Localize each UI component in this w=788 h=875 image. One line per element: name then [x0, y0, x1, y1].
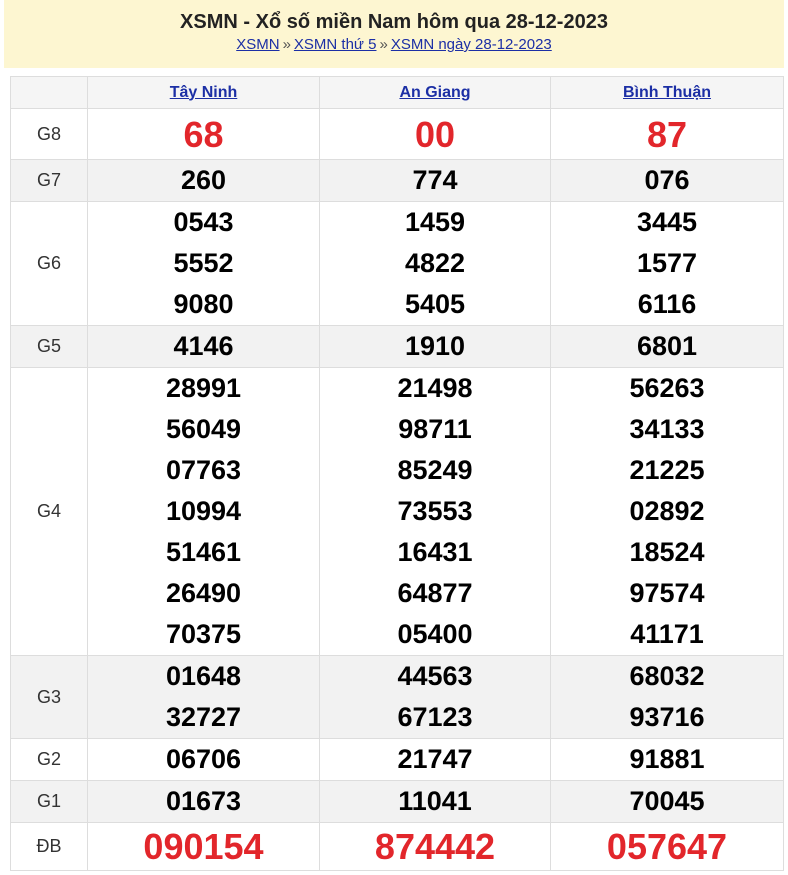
- prize-cell: [320, 368, 551, 656]
- lottery-number: 260: [180, 165, 227, 195]
- prize-cell: [551, 823, 784, 871]
- lottery-number: 05400: [397, 619, 473, 649]
- results-table: [10, 76, 784, 871]
- province-header: [88, 77, 320, 109]
- lottery-number: 34133: [629, 414, 705, 444]
- prize-cell: [551, 781, 784, 823]
- prize-row-db: [11, 823, 784, 871]
- prize-row-g3: [11, 656, 784, 739]
- lottery-number: 6801: [636, 331, 698, 361]
- lottery-number: 93716: [629, 702, 705, 732]
- lottery-number: 28991: [165, 373, 242, 403]
- lottery-number: 70375: [165, 619, 242, 649]
- lottery-number: 076: [644, 165, 690, 195]
- prize-cell: [88, 368, 320, 656]
- lottery-number: 06706: [165, 744, 242, 774]
- lottery-number: 70045: [629, 786, 705, 816]
- prize-cell: [320, 823, 551, 871]
- breadcrumb-weekday-link[interactable]: XSMN thứ 5: [293, 36, 377, 53]
- lottery-number: 26490: [165, 578, 242, 608]
- prize-rows: [11, 109, 784, 871]
- lottery-number: 5552: [173, 248, 234, 278]
- lottery-number: 68032: [629, 661, 705, 691]
- prize-row-g8: [11, 109, 784, 160]
- prize-label: G8: [11, 109, 88, 160]
- lottery-number: 10994: [165, 496, 242, 526]
- lottery-number: 090154: [143, 826, 264, 867]
- prize-cell: [320, 781, 551, 823]
- prize-cell: [320, 326, 551, 368]
- prize-row-g1: [11, 781, 784, 823]
- prize-cell: [320, 202, 551, 326]
- prize-cell: [88, 781, 320, 823]
- province-header: [551, 77, 784, 109]
- breadcrumb: [4, 36, 784, 54]
- prize-label: G7: [11, 160, 88, 202]
- prize-cell: [551, 739, 784, 781]
- lottery-number: 73553: [397, 496, 473, 526]
- lottery-number: 1577: [636, 248, 698, 278]
- lottery-number: 21747: [397, 744, 473, 774]
- lottery-number: 6116: [637, 289, 697, 319]
- prize-label: G6: [11, 202, 88, 326]
- prize-cell: [88, 160, 320, 202]
- prize-cell: [320, 160, 551, 202]
- prize-label: G1: [11, 781, 88, 823]
- lottery-number: 91881: [629, 744, 705, 774]
- prize-cell: [551, 656, 784, 739]
- breadcrumb-separator: »: [379, 36, 388, 53]
- prize-cell: [551, 326, 784, 368]
- prize-cell: [88, 656, 320, 739]
- prize-cell: [320, 739, 551, 781]
- lottery-number: 68: [183, 113, 224, 155]
- prize-column-header: [11, 77, 88, 109]
- lottery-number: 85249: [397, 455, 473, 485]
- lottery-number: 02892: [629, 496, 705, 526]
- lottery-number: 32727: [165, 702, 242, 732]
- prize-row-g6: [11, 202, 784, 326]
- lottery-number: 56049: [165, 414, 242, 444]
- breadcrumb-date-link[interactable]: XSMN ngày 28-12-2023: [390, 36, 552, 53]
- lottery-number: 21498: [397, 373, 473, 403]
- lottery-number: 01673: [165, 786, 242, 816]
- lottery-number: 057647: [606, 826, 728, 867]
- lottery-number: 56263: [629, 373, 705, 403]
- page-title: XSMN - Xổ số miền Nam hôm qua 28-12-2023: [180, 11, 608, 33]
- province-header-row: [11, 77, 784, 109]
- prize-cell: [551, 202, 784, 326]
- prize-label: ĐB: [11, 823, 88, 871]
- lottery-number: 0543: [173, 207, 234, 237]
- prize-row-g2: [11, 739, 784, 781]
- province-link-binh-thuan[interactable]: Bình Thuận: [623, 83, 711, 101]
- prize-label: G4: [11, 368, 88, 656]
- lottery-number: 07763: [165, 455, 242, 485]
- lottery-number: 4822: [404, 248, 466, 278]
- lottery-number: 874442: [374, 826, 496, 867]
- prize-cell: [551, 109, 784, 160]
- lottery-number: 4146: [173, 331, 234, 361]
- lottery-number: 21225: [629, 455, 705, 485]
- lottery-number: 98711: [398, 414, 472, 444]
- prize-cell: [551, 160, 784, 202]
- lottery-number: 41171: [630, 619, 704, 649]
- lottery-number: 51461: [165, 537, 242, 567]
- prize-cell: [88, 109, 320, 160]
- prize-cell: [88, 326, 320, 368]
- prize-row-g5: [11, 326, 784, 368]
- lottery-number: 64877: [397, 578, 473, 608]
- province-link-an-giang[interactable]: An Giang: [399, 83, 471, 101]
- lottery-number: 67123: [397, 702, 473, 732]
- prize-label: G3: [11, 656, 88, 739]
- lottery-number: 18524: [629, 537, 705, 567]
- prize-cell: [88, 202, 320, 326]
- lottery-number: 97574: [629, 578, 705, 608]
- prize-cell: [551, 368, 784, 656]
- results-header: [4, 0, 784, 68]
- province-header: [320, 77, 551, 109]
- breadcrumb-separator: »: [282, 36, 291, 53]
- province-link-tay-ninh[interactable]: Tây Ninh: [169, 83, 238, 101]
- lottery-number: 00: [414, 113, 456, 155]
- prize-label: G2: [11, 739, 88, 781]
- prize-cell: [320, 656, 551, 739]
- lottery-number: 16431: [397, 537, 473, 567]
- breadcrumb-xsmn-link[interactable]: XSMN: [236, 36, 280, 53]
- lottery-number: 44563: [397, 661, 473, 691]
- prize-cell: [88, 823, 320, 871]
- lottery-number: 11041: [398, 786, 472, 816]
- lottery-number: 5405: [404, 289, 466, 319]
- lottery-number: 774: [412, 165, 458, 195]
- prize-row-g4: [11, 368, 784, 656]
- lottery-number: 01648: [165, 661, 242, 691]
- lottery-number: 1459: [404, 207, 466, 237]
- lottery-number: 9080: [173, 289, 234, 319]
- prize-label: G5: [11, 326, 88, 368]
- prize-row-g7: [11, 160, 784, 202]
- lottery-number: 3445: [636, 207, 698, 237]
- prize-cell: [88, 739, 320, 781]
- lottery-number: 1910: [404, 331, 466, 361]
- prize-cell: [320, 109, 551, 160]
- lottery-number: 87: [646, 113, 688, 155]
